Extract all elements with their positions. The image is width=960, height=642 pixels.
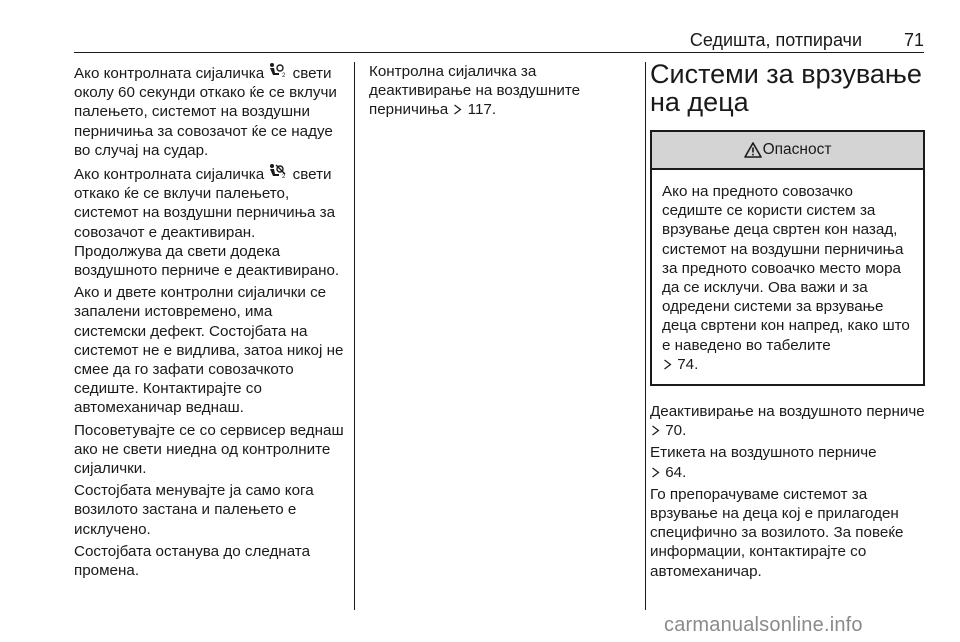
page-reference-icon xyxy=(651,425,660,436)
paragraph-state-persists: Состојбата останува до следната промена. xyxy=(74,542,311,580)
header-title: Седишта, потпирачи xyxy=(689,30,862,50)
svg-text:2: 2 xyxy=(282,73,286,78)
column-1 xyxy=(74,62,346,583)
paragraph-control-light: Контролна сијаличка за деактивирање на воздушните перничиња 117. xyxy=(369,63,581,119)
warning-header xyxy=(652,132,923,170)
airbag-off-icon xyxy=(268,163,288,179)
svg-text:2: 2 xyxy=(282,174,286,180)
warning-body: Ако на предното совозачко седиште се користи систем за врзување деца свртен кон назад, системот на воздушни перничиња за предното совоачко место мора да се исклучи. Ова важи и за одредени системи за врзување деца свртени кон напред, како што е наведено во табелите 74. xyxy=(662,183,910,373)
paragraph-system-fault: Ако и двете контролни сијалички се запалени истовремено, има системски дефект. Состојбата на системот не е видлива, затоа никој не смее да го зафати совозачкото седиште. Контактирајте со автомеханичар веднаш. xyxy=(74,284,344,417)
paragraph-change-state: Состојбата менувајте ја само кога возилото застана и палењето е исклучено. xyxy=(74,482,314,538)
header-rule xyxy=(74,52,924,53)
column-divider-1 xyxy=(354,62,355,610)
column-2 xyxy=(369,62,637,123)
column-3 xyxy=(650,59,925,584)
paragraph-recommendation: Го препорачуваме системот за врзување на деца кој е прилагоден специфично за возилото. За повеќе информации, контактирајте со автомеханичар. xyxy=(650,485,904,580)
paragraph-airbag-on: Ако контролната сијаличка 2 свети околу 60 секунди откако ќе се вклучи палењето, системот на воздушни перничиња за совозачот ќе се надуе во случај на судар. xyxy=(74,62,346,160)
paragraph-deactivation: Деактивирање на воздушното перниче 70. xyxy=(650,403,925,440)
page-reference-icon xyxy=(651,467,660,478)
column-divider-2 xyxy=(645,62,646,610)
warning-triangle-icon xyxy=(744,142,762,158)
warning-box xyxy=(650,130,925,386)
page-reference-icon xyxy=(453,104,462,115)
page-number: 71 xyxy=(903,30,924,50)
paragraph-airbag-off: Ако контролната сијаличка 2 свети откако ќе се вклучи палењето, системот на воздушни перничиња за совозачот е деактивиран. Продолжува да свети додека воздушното перниче е деактивирано. xyxy=(74,163,346,280)
warning-title: Опасност xyxy=(762,141,832,159)
section-heading: Системи за врзување на деца xyxy=(650,59,922,117)
page-reference-icon xyxy=(663,359,672,370)
watermark: carmanualsonline.info xyxy=(664,614,863,636)
airbag-on-icon xyxy=(268,62,288,78)
paragraph-service: Посоветувајте се со сервисер веднаш ако не свети ниедна од контролните сијалички. xyxy=(74,421,344,478)
paragraph-label: Етикета на воздушното перниче 64. xyxy=(650,444,877,481)
page-header xyxy=(74,0,924,50)
